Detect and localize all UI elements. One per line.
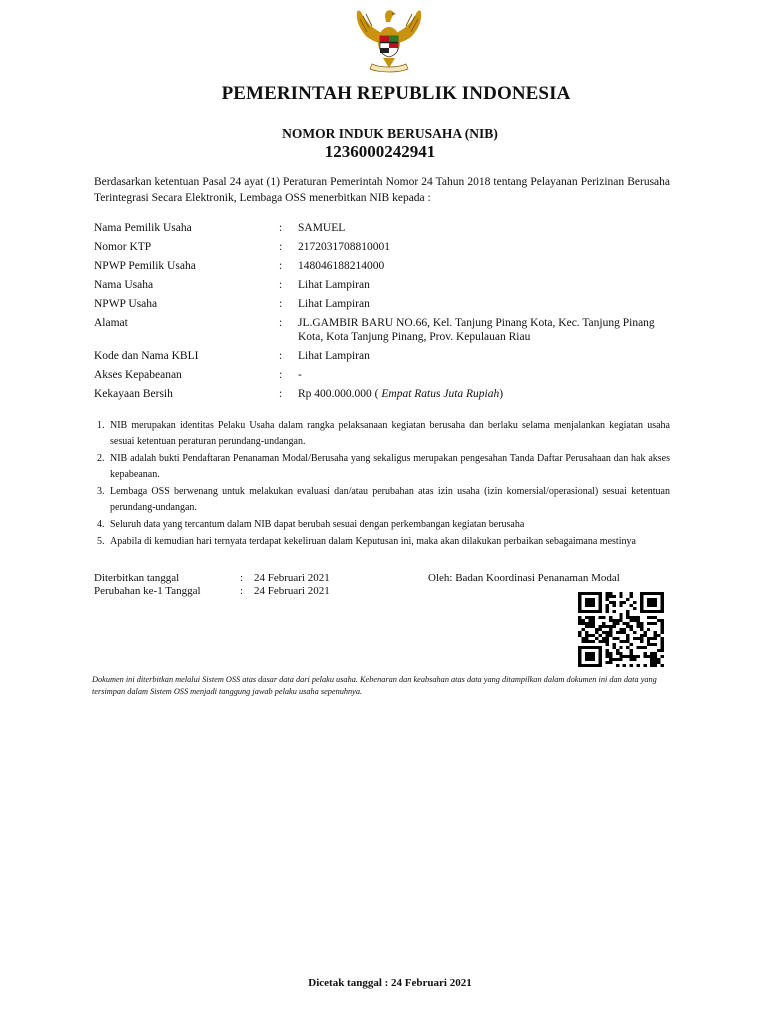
note-text: Apabila di kemudian hari ternyata terdapat kekeliruan dalam Keputusan ini, maka akan dilakukan perbaikan sebagaimana mestinya [110, 536, 636, 547]
field-colon: : [279, 317, 283, 329]
issued-value: 24 Februari 2021 [254, 585, 330, 597]
field-row [94, 240, 674, 254]
field-colon: : [279, 222, 283, 234]
field-value: Lihat Lampiran [298, 298, 370, 310]
issued-row [94, 585, 330, 598]
issuer-label: Oleh: Badan Koordinasi Penanaman Modal [428, 572, 620, 584]
wealth-value [298, 387, 668, 401]
field-row [94, 259, 674, 273]
list-item [94, 517, 670, 533]
field-label: Kode dan Nama KBLI [94, 350, 199, 362]
field-label: Nomor KTP [94, 241, 152, 253]
note-number: 2. [97, 453, 105, 464]
issued-value: 24 Februari 2021 [254, 572, 330, 584]
disclaimer-note: Dokumen ini diterbitkan melalui Sistem OSS atas dasar data dari pelaku usaha. Kebenaran dan keabsahan atas data yang ditampilkan dalam dokumen ini dan data yang tersimpan dalam Sistem OSS menjadi tanggung jawab pelaku usaha sepenuhnya. [92, 675, 657, 696]
field-colon: : [279, 241, 283, 253]
field-label: Nama Usaha [94, 279, 154, 291]
issued-label: Diterbitkan tanggal [94, 572, 180, 584]
field-row-wealth [94, 387, 674, 401]
list-item [94, 484, 670, 516]
garuda-emblem-icon [348, 6, 430, 74]
field-row [94, 316, 674, 344]
field-value: Lihat Lampiran [298, 350, 370, 362]
note-number: 5. [97, 536, 105, 547]
government-title: PEMERINTAH REPUBLIK INDONESIA [221, 83, 571, 104]
field-row [94, 349, 674, 363]
wealth-words: Empat Ratus Juta Rupiah [378, 388, 500, 400]
business-fields [94, 221, 674, 406]
field-label: NPWP Usaha [94, 298, 158, 310]
issued-label: Perubahan ke-1 Tanggal [94, 585, 201, 597]
notes-list [94, 418, 670, 551]
list-item [94, 534, 670, 550]
list-item [94, 451, 670, 483]
note-text: NIB merupakan identitas Pelaku Usaha dalam rangka pelaksanaan kegiatan berusaha dan berlaku selama menjalankan kegiatan usaha sesuai ketentuan peraturan perundang-undangan. [110, 420, 670, 447]
field-value: SAMUEL [298, 222, 346, 234]
wealth-amount: Rp 400.000.000 ( [298, 388, 379, 400]
field-colon: : [279, 279, 283, 291]
field-colon: : [279, 260, 283, 272]
note-number: 4. [97, 519, 105, 530]
note-text: Seluruh data yang tercantum dalam NIB dapat berubah sesuai dengan perkembangan kegiatan berusaha [110, 519, 525, 530]
field-value: 2172031708810001 [298, 241, 390, 253]
document-title: NOMOR INDUK BERUSAHA (NIB) [282, 126, 498, 141]
field-label: Akses Kepabeanan [94, 369, 182, 381]
field-label: Alamat [94, 317, 128, 329]
field-row [94, 221, 674, 235]
issued-colon: : [240, 572, 244, 584]
field-value: 148046188214000 [298, 260, 385, 272]
field-label: Kekayaan Bersih [94, 388, 173, 400]
field-value: - [298, 369, 302, 381]
wealth-close: ) [499, 388, 504, 400]
printed-date: Dicetak tanggal : 24 Februari 2021 [308, 977, 472, 989]
qr-code [578, 592, 664, 667]
intro-paragraph: Berdasarkan ketentuan Pasal 24 ayat (1) Peraturan Pemerintah Nomor 24 Tahun 2018 tentang Pelayanan Perizinan Berusaha Terintegrasi Secara Elektronik, Lembaga OSS menerbitkan NIB kepada : [94, 176, 670, 204]
issue-dates [94, 572, 330, 598]
field-label: Nama Pemilik Usaha [94, 222, 192, 234]
field-row [94, 368, 674, 382]
note-text: Lembaga OSS berwenang untuk melakukan evaluasi dan/atau perubahan atas izin usaha (izin komersial/operasional) sesuai ketentuan perundang-undangan. [110, 486, 670, 513]
list-item [94, 418, 670, 450]
field-value: JL.GAMBIR BARU NO.66, Kel. Tanjung Pinang Kota, Kec. Tanjung Pinang Kota, Kota Tanjung Pinang, Prov. Kepulauan Riau [298, 317, 655, 343]
field-row [94, 278, 674, 292]
field-colon: : [279, 350, 283, 362]
note-text: NIB adalah bukti Pendaftaran Penanaman Modal/Berusaha yang sekaligus merupakan pengesahan Tanda Daftar Perusahaan dan hak akses kepabeanan. [110, 453, 670, 480]
nib-number: 1236000242941 [324, 142, 436, 161]
field-colon: : [279, 388, 283, 400]
issued-colon: : [240, 585, 244, 597]
field-colon: : [279, 369, 283, 381]
issued-row [94, 572, 330, 585]
note-number: 3. [97, 486, 105, 497]
note-number: 1. [97, 420, 105, 431]
field-row [94, 297, 674, 311]
field-colon: : [279, 298, 283, 310]
field-value: Lihat Lampiran [298, 279, 370, 291]
field-label: NPWP Pemilik Usaha [94, 260, 196, 272]
